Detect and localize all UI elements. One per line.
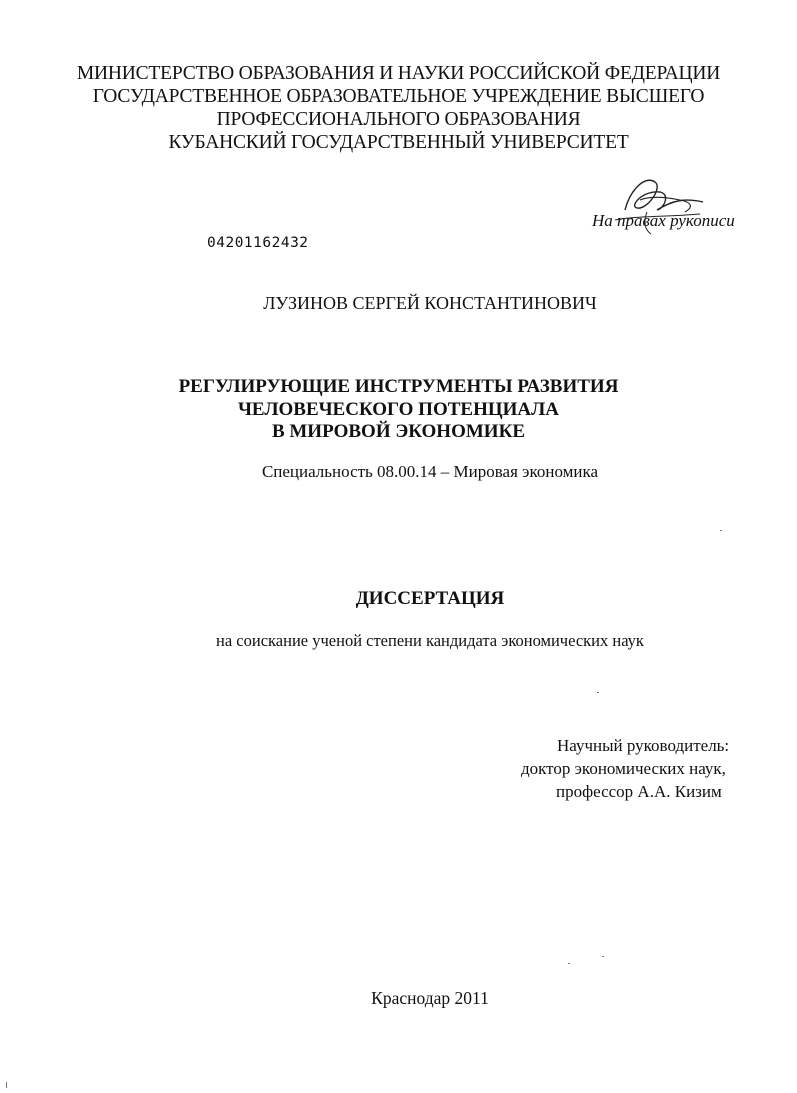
dissertation-title — [0, 376, 797, 444]
signature-icon — [585, 170, 715, 245]
scan-speck — [720, 530, 722, 531]
title-line: В МИРОВОЙ ЭКОНОМИКЕ — [271, 421, 526, 442]
document-type: ДИССЕРТАЦИЯ — [355, 588, 505, 609]
header-line: КУБАНСКИЙ ГОСУДАРСТВЕННЫЙ УНИВЕРСИТЕТ — [168, 132, 629, 153]
specialty: Специальность 08.00.14 – Мировая экономика — [261, 462, 599, 481]
scan-speck — [568, 963, 570, 964]
supervisor-role: Научный руководитель: — [557, 736, 730, 755]
header-line: МИНИСТЕРСТВО ОБРАЗОВАНИЯ И НАУКИ РОССИЙСКОЙ ФЕДЕРАЦИИ — [76, 63, 721, 84]
ministry-header — [0, 62, 797, 154]
author-name: ЛУЗИНОВ СЕРГЕЙ КОНСТАНТИНОВИЧ — [263, 293, 597, 313]
title-line: ЧЕЛОВЕЧЕСКОГО ПОТЕНЦИАЛА — [237, 398, 560, 420]
scan-speck — [597, 692, 599, 693]
manuscript-note: На правах рукописи — [592, 211, 735, 230]
supervisor-name: профессор А.А. Кизим — [556, 782, 722, 801]
scan-speck — [602, 956, 604, 957]
supervisor-degree: доктор экономических наук, — [521, 759, 726, 778]
header-line: ПРОФЕССИОНАЛЬНОГО ОБРАЗОВАНИЯ — [216, 109, 581, 130]
degree-statement: на соискание ученой степени кандидата экономических наук — [216, 631, 644, 650]
registration-code: 04201162432 — [207, 235, 309, 251]
title-line: РЕГУЛИРУЮЩИЕ ИНСТРУМЕНТЫ РАЗВИТИЯ — [178, 376, 619, 397]
scan-speck — [6, 1082, 7, 1088]
header-line: ГОСУДАРСТВЕННОЕ ОБРАЗОВАТЕЛЬНОЕ УЧРЕЖДЕНИЕ ВЫСШЕГО — [92, 86, 705, 107]
supervisor-block — [0, 734, 797, 804]
city-year: Краснодар 2011 — [371, 988, 489, 1008]
